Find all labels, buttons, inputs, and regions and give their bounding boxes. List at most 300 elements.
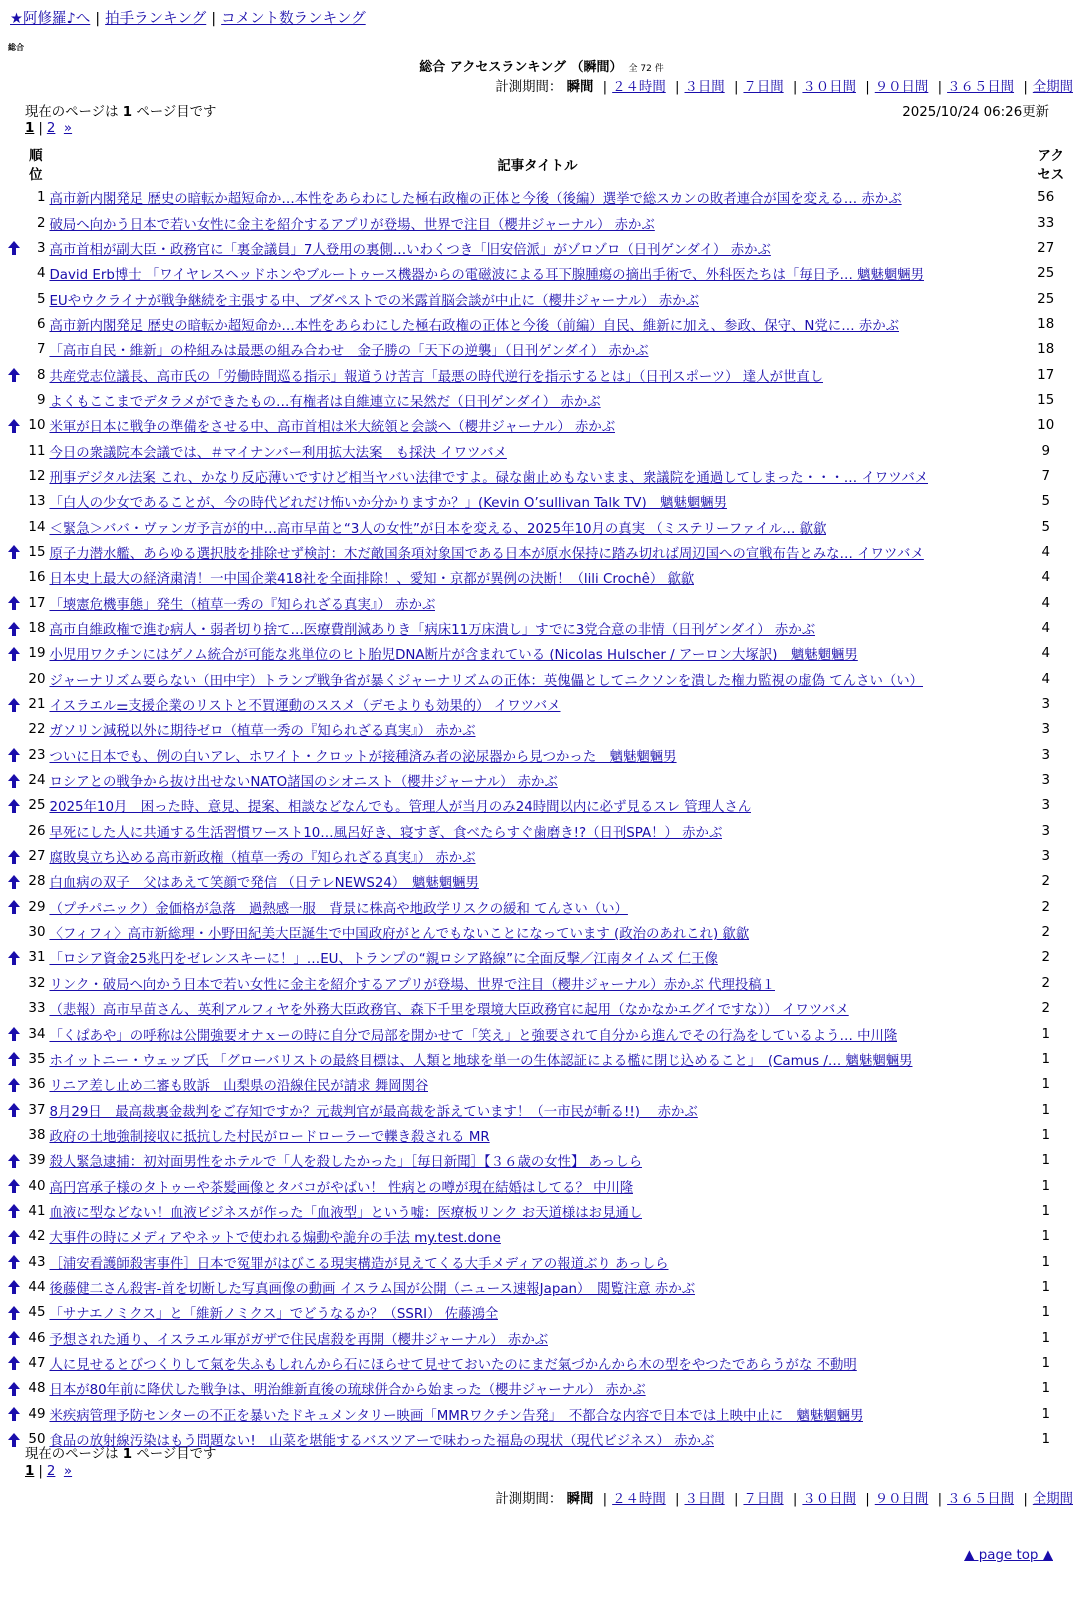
pager-next-link[interactable]: » bbox=[63, 1464, 73, 1479]
article-title-link[interactable]: 食品の放射線汚染はもう問題ない! 山菜を堪能するバスツアーで味わった福島の現状（現代ビジネス） 赤かぶ bbox=[49, 1434, 715, 1450]
article-title-link[interactable]: ジャーナリズム要らない（田中宇）トランプ戦争省が暴くジャーナリズムの正体：英傀儡としてニクソンを潰した権力監視の虚偽 てんさい（い） bbox=[49, 673, 924, 689]
rank-change-cell bbox=[6, 1123, 22, 1148]
article-title-link[interactable]: 政府の土地強制接収に抵抗した村民がロードローラーで轢き殺される MR bbox=[49, 1129, 490, 1145]
article-title-link[interactable]: ガソリン減税以外に期待ゼロ（植草一秀の『知られざる真実』） 赤かぶ bbox=[49, 724, 476, 740]
article-title-link[interactable]: ついに日本でも、例の白いアレ、ホワイト・クロットが接種済み者の泌尿器から見つかった 魑魅魍魎男 bbox=[49, 749, 677, 765]
rank-change-cell bbox=[6, 616, 22, 641]
up-arrow-icon bbox=[8, 241, 20, 255]
rank-number: 2 bbox=[36, 215, 46, 231]
access-count: 2 bbox=[1041, 874, 1050, 890]
nav-separator: | bbox=[211, 11, 217, 27]
article-title-link[interactable]: 共産党志位議長、高市氏の「労働時間巡る指示」報道うけ苦言「最悪の時代逆行を指示するとは」（日刊スポーツ） 達人が世直し bbox=[49, 369, 824, 385]
pager-page-2-link[interactable]: 2 bbox=[46, 121, 56, 136]
access-count: 18 bbox=[1037, 342, 1055, 358]
rank-number: 19 bbox=[28, 646, 46, 662]
article-title-cell bbox=[49, 945, 1025, 970]
rank-number: 43 bbox=[28, 1254, 46, 1270]
access-count: 25 bbox=[1037, 266, 1055, 282]
table-row bbox=[6, 1351, 1076, 1376]
table-row bbox=[6, 185, 1076, 210]
period-365d-link[interactable]: ３６５日間 bbox=[947, 80, 1015, 95]
rank-number: 31 bbox=[28, 950, 46, 966]
up-arrow-icon bbox=[8, 698, 20, 712]
rank-change-cell bbox=[6, 1300, 22, 1325]
rank-number: 15 bbox=[28, 544, 46, 560]
article-title-cell bbox=[49, 185, 1025, 210]
rank-change-cell bbox=[6, 844, 22, 869]
article-title-link[interactable]: ロシアとの戦争から抜け出せないNATO諸国のシオニスト（櫻井ジャーナル） 赤かぶ bbox=[49, 775, 558, 791]
period-label: 計測期間： bbox=[495, 80, 563, 95]
access-count: 4 bbox=[1041, 621, 1050, 637]
up-arrow-icon bbox=[8, 1331, 20, 1345]
table-row bbox=[6, 514, 1076, 539]
up-arrow-icon bbox=[8, 1433, 20, 1447]
access-count: 1 bbox=[1041, 1127, 1050, 1143]
article-title-link[interactable]: 「サナエノミクス」と「維新ノミクス」でどうなるか？（SSRI） 佐藤鴻全 bbox=[49, 1307, 499, 1323]
rank-number: 45 bbox=[28, 1305, 46, 1321]
article-title-cell bbox=[49, 1148, 1025, 1173]
rank-number: 42 bbox=[28, 1229, 46, 1245]
article-title-cell bbox=[49, 1072, 1025, 1097]
period-7d-link[interactable]: ７日間 bbox=[743, 1492, 784, 1507]
rank-number: 48 bbox=[28, 1381, 46, 1397]
access-count: 4 bbox=[1041, 671, 1050, 687]
rank-change-cell bbox=[6, 261, 22, 286]
rank-change-cell bbox=[6, 996, 22, 1021]
article-title-link[interactable]: ＜緊急＞ババ・ヴァンガ予言が的中…高市早苗と“3人の女性”が日本を変える、2025年10月の真実 （ミステリーファイル… 歙歙 bbox=[49, 521, 827, 537]
rank-change-cell bbox=[6, 565, 22, 590]
total-count: 全 72 件 bbox=[628, 64, 664, 74]
table-row bbox=[6, 717, 1076, 742]
period-365d-link[interactable]: ３６５日間 bbox=[947, 1492, 1015, 1507]
access-count: 33 bbox=[1037, 215, 1055, 231]
page-info-prefix: 現在のページは bbox=[25, 1447, 123, 1462]
rank-change-cell bbox=[6, 591, 22, 616]
access-count: 1 bbox=[1041, 1229, 1050, 1245]
rank-change-cell bbox=[6, 895, 22, 920]
article-title-link[interactable]: 小児用ワクチンにはゲノム統合が可能な兆単位のヒト胎児DNA断片が含まれている (Nicolas Hulscher / アーロン大塚訳) 魑魅魍魎男 bbox=[49, 648, 858, 664]
rank-column-header: 順位 bbox=[29, 149, 43, 183]
up-arrow-icon bbox=[8, 1179, 20, 1193]
article-title-link[interactable]: 2025年10月 困った時、意見、提案、相談などなんでも。管理人が当月のみ24時間以内に必ず見るスレ 管理人さん bbox=[49, 800, 752, 816]
article-title-link[interactable]: 腐敗臭立ち込める高市新政権（植草一秀の『知られざる真実』） 赤かぶ bbox=[49, 851, 476, 867]
rank-number: 32 bbox=[28, 975, 46, 991]
rank-change-cell bbox=[6, 210, 22, 235]
up-arrow-icon bbox=[8, 368, 20, 382]
rank-change-cell bbox=[6, 692, 22, 717]
rank-change-cell bbox=[6, 819, 22, 844]
article-title-cell bbox=[49, 895, 1025, 920]
article-title-link[interactable]: EUやウクライナが戦争継続を主張する中、ブダペストでの米露首脳会談が中止に（櫻井ジャーナル） 赤かぶ bbox=[49, 293, 700, 309]
rank-change-cell bbox=[6, 185, 22, 210]
article-title-link[interactable]: David Erb博士 「ワイヤレスヘッドホンやブルートゥース機器からの電磁波による耳下腺腫瘍の摘出手術で、外科医たちは「毎日予… 魑魅魍魎男 bbox=[49, 268, 925, 284]
article-title-cell bbox=[49, 1325, 1025, 1350]
rank-number: 39 bbox=[28, 1153, 46, 1169]
article-title-link[interactable]: 日本が80年前に降伏した戦争は、明治維新直後の琉球併合から始まった（櫻井ジャーナル） 赤かぶ bbox=[49, 1383, 646, 1399]
article-title-link[interactable]: 人に見せるとびつくりして氣を失ふもしれんから石にほらせて見せておいたのにまだ氣づかんから木の型をやつたであらうがな 不動明 bbox=[49, 1357, 857, 1373]
article-title-cell bbox=[49, 540, 1025, 565]
article-title-cell bbox=[49, 793, 1025, 818]
rank-number: 50 bbox=[28, 1432, 46, 1448]
article-title-cell bbox=[49, 667, 1025, 692]
table-row bbox=[6, 1148, 1076, 1173]
rank-change-cell bbox=[6, 717, 22, 742]
period-90d-link[interactable]: ９０日間 bbox=[874, 80, 929, 95]
rank-number: 44 bbox=[28, 1279, 46, 1295]
up-arrow-icon bbox=[8, 1407, 20, 1421]
pager-top: 1 | 2 » bbox=[25, 121, 73, 136]
rank-number: 16 bbox=[28, 570, 46, 586]
article-title-link[interactable]: 血液に型などない！血液ビジネスが作った「血液型」という嘘：医療板リンク お天道様はお見通し bbox=[49, 1205, 643, 1221]
period-all-link[interactable]: 全期間 bbox=[1032, 80, 1073, 95]
article-title-link[interactable]: 「くぱあや」の呼称は公開強要オナｘーの時に自分で局部を開かせて「笑え」と強要されて自分から進んでその行為をしているよう… 中川隆 bbox=[49, 1028, 898, 1044]
table-row bbox=[6, 1325, 1076, 1350]
article-title-link[interactable]: 「ロシア資金25兆円をゼレンスキーに！」…EU、トランプの“親ロシア路線”に全面反撃／江南タイムズ 仁王像 bbox=[49, 952, 718, 968]
rank-change-cell bbox=[6, 514, 22, 539]
table-row bbox=[6, 413, 1076, 438]
rank-change-cell bbox=[6, 667, 22, 692]
rank-number: 20 bbox=[28, 671, 46, 687]
rank-number: 37 bbox=[28, 1102, 46, 1118]
rank-change-cell bbox=[6, 388, 22, 413]
period-3d-link[interactable]: ３日間 bbox=[684, 1492, 725, 1507]
article-title-link[interactable]: 高市新内閣発足 歴史の暗転か超短命か…本性をあらわにした極右政権の正体と今後（前編）自民、維新に加え、参政、保守、N党に… 赤かぶ bbox=[49, 318, 900, 334]
rank-number: 13 bbox=[28, 494, 46, 510]
rank-change-cell bbox=[6, 1148, 22, 1173]
access-count: 4 bbox=[1041, 595, 1050, 611]
table-row bbox=[6, 996, 1076, 1021]
article-title-link[interactable]: 「高市自民・維新」の枠組みは最悪の組み合わせ 金子勝の「天下の逆襲」（日刊ゲンダイ） 赤かぶ bbox=[49, 344, 649, 360]
access-count: 3 bbox=[1041, 697, 1050, 713]
article-title-link[interactable]: 「壊憲危機事態」発生（植草一秀の『知られざる真実』） 赤かぶ bbox=[49, 597, 436, 613]
rank-number: 36 bbox=[28, 1077, 46, 1093]
article-title-link[interactable]: 高市自維政権で進む病人・弱者切り捨て…医療費削減ありき「病床11万床潰し」すでに3党合意の非情（日刊ゲンダイ） 赤かぶ bbox=[49, 623, 816, 639]
table-row bbox=[6, 895, 1076, 920]
article-title-cell bbox=[49, 464, 1025, 489]
table-row bbox=[6, 1021, 1076, 1046]
access-count: 4 bbox=[1041, 646, 1050, 662]
table-row bbox=[6, 489, 1076, 514]
up-arrow-icon bbox=[8, 875, 20, 889]
rank-number: 38 bbox=[28, 1127, 46, 1143]
rank-change-cell bbox=[6, 489, 22, 514]
article-title-link[interactable]: （悲報）高市早苗さん、英利アルフィヤを外務大臣政務官、森下千里を環境大臣政務官に起用（なかなかエグイですな）） イワツバメ bbox=[49, 1003, 849, 1019]
period-24h-link[interactable]: ２４時間 bbox=[612, 1492, 666, 1507]
rank-change-cell bbox=[6, 743, 22, 768]
table-row bbox=[6, 286, 1076, 311]
access-count: 18 bbox=[1037, 316, 1055, 332]
rank-number: 40 bbox=[28, 1178, 46, 1194]
access-count: 1 bbox=[1041, 1051, 1050, 1067]
page-info-suffix: ページ目です bbox=[132, 1447, 217, 1462]
table-row bbox=[6, 540, 1076, 565]
access-count: 3 bbox=[1041, 798, 1050, 814]
asyura-home-link[interactable]: ★阿修羅♪へ bbox=[10, 11, 91, 27]
table-row bbox=[6, 1047, 1076, 1072]
article-title-link[interactable]: 米疾病管理予防センターの不正を暴いたドキュメンタリー映画「MMRワクチン告発」 不都合な内容で日本では上映中止に 魑魅魍魎男 bbox=[49, 1408, 864, 1424]
article-title-cell bbox=[49, 616, 1025, 641]
access-count: 1 bbox=[1041, 1305, 1050, 1321]
period-3d-link[interactable]: ３日間 bbox=[684, 80, 725, 95]
access-count: 2 bbox=[1041, 925, 1050, 941]
article-title-link[interactable]: 刑事デジタル法案 これ、かなり反応薄いですけど相当ヤバい法律ですよ。碌な歯止めもないまま、衆議院を通過してしまった・・・… イワツバメ bbox=[49, 470, 929, 486]
table-row bbox=[6, 641, 1076, 666]
rank-change-cell bbox=[6, 1275, 22, 1300]
article-title-cell bbox=[49, 286, 1025, 311]
table-row bbox=[6, 1199, 1076, 1224]
rank-number: 9 bbox=[36, 392, 46, 408]
access-count: 1 bbox=[1041, 1254, 1050, 1270]
period-90d-link[interactable]: ９０日間 bbox=[874, 1492, 929, 1507]
nav-separator: | bbox=[95, 11, 101, 27]
article-title-cell bbox=[49, 996, 1025, 1021]
rank-change-cell bbox=[6, 971, 22, 996]
rank-change-cell bbox=[6, 920, 22, 945]
period-current: 瞬間 bbox=[566, 1492, 594, 1507]
up-arrow-icon bbox=[8, 1078, 20, 1092]
article-title-link[interactable]: 早死にした人に共通する生活習慣ワースト10…風呂好き、寝すぎ、食べたらすぐ歯磨き!?（日刊SPA！） 赤かぶ bbox=[49, 825, 723, 841]
table-row bbox=[6, 692, 1076, 717]
article-title-link[interactable]: 予想された通り、イスラエル軍がガザで住民虐殺を再開（櫻井ジャーナル） 赤かぶ bbox=[49, 1332, 549, 1348]
article-title-cell bbox=[49, 236, 1025, 261]
article-title-cell bbox=[49, 591, 1025, 616]
page-info-number: 1 bbox=[122, 1447, 133, 1462]
access-count: 1 bbox=[1041, 1153, 1050, 1169]
table-row bbox=[6, 743, 1076, 768]
access-column-header: アクセス bbox=[1037, 149, 1065, 183]
pager-current-page: 1 bbox=[25, 121, 35, 136]
article-title-cell bbox=[49, 844, 1025, 869]
table-row bbox=[6, 1402, 1076, 1427]
ranking-table bbox=[6, 147, 1076, 1452]
rank-change-cell bbox=[6, 438, 22, 463]
article-title-link[interactable]: ［浦安看護師殺害事件］日本で冤罪がはびこる現実構造が見えてくる大手メディアの報道ぶり あっしら bbox=[49, 1256, 669, 1272]
article-title-link[interactable]: （プチパニック）金価格が急落 過熱感一服 背景に株高や地政学リスクの緩和 てんさい（い） bbox=[49, 901, 628, 917]
article-title-link[interactable]: リンク・破局へ向かう日本で若い女性に金主を紹介するアプリが登場、世界で注目（櫻井ジャーナル）赤かぶ 代理投稿１ bbox=[49, 977, 776, 993]
article-title-cell bbox=[49, 1097, 1025, 1122]
table-row bbox=[6, 236, 1076, 261]
up-arrow-icon bbox=[8, 545, 20, 559]
article-title-cell bbox=[49, 210, 1025, 235]
article-title-link[interactable]: 日本史上最大の経済粛清！一中国企業418社を全面排除！、愛知・京都が異例の決断！（lili Crochê） 歙歙 bbox=[49, 572, 695, 588]
article-title-cell bbox=[49, 1173, 1025, 1198]
period-30d-link[interactable]: ３０日間 bbox=[802, 1492, 856, 1507]
rank-number: 29 bbox=[28, 899, 46, 915]
table-row bbox=[6, 768, 1076, 793]
access-count: 2 bbox=[1041, 950, 1050, 966]
page-info-number: 1 bbox=[122, 105, 133, 120]
rank-change-cell bbox=[6, 312, 22, 337]
article-title-link[interactable]: リニア差し止め二審も敗訴 山梨県の沿線住民が請求 舞岡関谷 bbox=[49, 1079, 429, 1095]
rank-number: 10 bbox=[28, 418, 46, 434]
rank-change-cell bbox=[6, 1351, 22, 1376]
table-row bbox=[6, 1376, 1076, 1401]
title-column-header: 記事タイトル bbox=[497, 158, 578, 174]
access-count: 10 bbox=[1037, 418, 1055, 434]
access-count: 3 bbox=[1041, 773, 1050, 789]
up-arrow-icon bbox=[8, 799, 20, 813]
period-7d-link[interactable]: ７日間 bbox=[743, 80, 784, 95]
up-arrow-icon bbox=[8, 1255, 20, 1269]
top-navigation bbox=[10, 9, 366, 29]
table-row bbox=[6, 1300, 1076, 1325]
pager-bottom: 1 | 2 » bbox=[25, 1464, 73, 1479]
rank-change-cell bbox=[6, 1427, 22, 1452]
rank-change-cell bbox=[6, 641, 22, 666]
table-row bbox=[6, 616, 1076, 641]
up-arrow-icon bbox=[8, 1103, 20, 1117]
page-title bbox=[0, 56, 1083, 75]
access-count: 17 bbox=[1037, 367, 1055, 383]
rank-change-cell bbox=[6, 1199, 22, 1224]
table-row bbox=[6, 312, 1076, 337]
rank-change-cell bbox=[6, 540, 22, 565]
access-count: 2 bbox=[1041, 975, 1050, 991]
article-title-link[interactable]: 8月29日 最高裁裏金裁判をご存知ですか？元裁判官が最高裁を訴えています！（一市民が斬る!!) 赤かぶ bbox=[49, 1104, 698, 1120]
article-title-link[interactable]: 後藤健二さん殺害-首を切断した写真画像の動画 イスラム国が公開（ニュース速報Japan） 閲覧注意 赤かぶ bbox=[49, 1281, 696, 1297]
pager-current-page: 1 bbox=[25, 1464, 35, 1479]
up-arrow-icon bbox=[8, 900, 20, 914]
rank-number: 33 bbox=[28, 1001, 46, 1017]
article-title-cell bbox=[49, 337, 1025, 362]
table-row bbox=[6, 362, 1076, 387]
article-title-link[interactable]: 原子力潜水艦、あらゆる選択肢を排除せず検討：木だ敵国条項対象国である日本が原水保持に踏み切れば周辺国への宣戦布告とみな… イワツバメ bbox=[49, 546, 924, 562]
access-count: 25 bbox=[1037, 291, 1055, 307]
table-row bbox=[6, 793, 1076, 818]
up-arrow-icon bbox=[8, 850, 20, 864]
period-label: 計測期間： bbox=[495, 1492, 563, 1507]
rank-change-cell bbox=[6, 236, 22, 261]
article-title-link[interactable]: 白血病の双子 父はあえて笑顔で発信 （日テレNEWS24） 魑魅魍魎男 bbox=[49, 876, 479, 892]
article-title-cell bbox=[49, 768, 1025, 793]
up-arrow-icon bbox=[8, 748, 20, 762]
article-title-cell bbox=[49, 489, 1025, 514]
pager-page-2-link[interactable]: 2 bbox=[46, 1464, 56, 1479]
article-title-cell bbox=[49, 565, 1025, 590]
up-arrow-icon bbox=[8, 622, 20, 636]
page-top-link[interactable]: ▲ page top ▲ bbox=[964, 1548, 1053, 1563]
period-all-link[interactable]: 全期間 bbox=[1032, 1492, 1073, 1507]
access-count: 2 bbox=[1041, 1001, 1050, 1017]
rank-change-cell bbox=[6, 464, 22, 489]
access-count: 3 bbox=[1041, 747, 1050, 763]
rank-change-cell bbox=[6, 1072, 22, 1097]
up-arrow-icon bbox=[8, 1230, 20, 1244]
article-title-link[interactable]: 大事件の時にメディアやネットで使われる煽動や詭弁の手法 my.test.done bbox=[49, 1231, 501, 1247]
period-30d-link[interactable]: ３０日間 bbox=[802, 80, 856, 95]
rank-number: 21 bbox=[28, 697, 46, 713]
access-count: 3 bbox=[1041, 722, 1050, 738]
up-arrow-icon bbox=[8, 1154, 20, 1168]
article-title-cell bbox=[49, 641, 1025, 666]
rank-change-cell bbox=[6, 1097, 22, 1122]
comment-ranking-link[interactable]: コメント数ランキング bbox=[221, 11, 366, 27]
up-arrow-icon bbox=[8, 1382, 20, 1396]
article-title-link[interactable]: 破局へ向かう日本で若い女性に金主を紹介するアプリが登場、世界で注目（櫻井ジャーナル） 赤かぶ bbox=[49, 217, 655, 233]
article-title-link[interactable]: 高円宮承子様のタトゥーや茶髪画像とタバコがやばい！ 性病との噂が現在結婚はしてる？ 中川隆 bbox=[49, 1180, 634, 1196]
table-row bbox=[6, 1224, 1076, 1249]
rank-change-cell bbox=[6, 945, 22, 970]
ranking-title: 総合 アクセスランキング （瞬間） bbox=[419, 60, 623, 75]
article-title-link[interactable]: イスラエル⚌支援企業のリストと不買運動のススメ（デモよりも効果的） イワツバメ bbox=[49, 699, 561, 715]
table-row bbox=[6, 1097, 1076, 1122]
article-title-link[interactable]: ホイットニー・ウェッブ氏 「グローバリストの最終目標は、人類と地球を単一の生体認証による檻に閉じ込めること」 (Camus /… 魑魅魍魎男 bbox=[49, 1053, 913, 1069]
rank-change-cell bbox=[6, 793, 22, 818]
table-row bbox=[6, 1173, 1076, 1198]
article-title-cell bbox=[49, 413, 1025, 438]
rank-number: 30 bbox=[28, 925, 46, 941]
article-title-cell bbox=[49, 869, 1025, 894]
up-arrow-icon bbox=[8, 1280, 20, 1294]
rank-number: 28 bbox=[28, 874, 46, 890]
table-row bbox=[6, 261, 1076, 286]
article-title-cell bbox=[49, 1224, 1025, 1249]
page-info-bottom bbox=[25, 1443, 216, 1462]
access-count: 15 bbox=[1037, 392, 1055, 408]
article-title-cell bbox=[49, 312, 1025, 337]
rank-number: 27 bbox=[28, 849, 46, 865]
period-current: 瞬間 bbox=[566, 80, 594, 95]
article-title-link[interactable]: 高市新内閣発足 歴史の暗転か超短命か…本性をあらわにした極右政権の正体と今後（後編）選挙で総スカンの敗者連合が国を変える… 赤かぶ bbox=[49, 192, 902, 208]
table-header-row bbox=[6, 147, 1076, 185]
up-arrow-icon bbox=[8, 1306, 20, 1320]
table-row bbox=[6, 945, 1076, 970]
access-count: 2 bbox=[1041, 899, 1050, 915]
table-row bbox=[6, 337, 1076, 362]
rank-change-cell bbox=[6, 1173, 22, 1198]
article-title-link[interactable]: 米軍が日本に戦争の準備をさせる中、高市首相は米大統領と会談へ（櫻井ジャーナル） 赤かぶ bbox=[49, 420, 616, 436]
access-count: 1 bbox=[1041, 1203, 1050, 1219]
article-title-link[interactable]: 〈フィフィ〉高市新総理・小野田紀美大臣誕生で中国政府がとんでもないことになっています (政治のあれこれ) 歙歙 bbox=[49, 927, 750, 943]
table-row bbox=[6, 844, 1076, 869]
rank-change-cell bbox=[6, 1376, 22, 1401]
table-row bbox=[6, 920, 1076, 945]
period-24h-link[interactable]: ２４時間 bbox=[612, 80, 666, 95]
table-row bbox=[6, 591, 1076, 616]
rank-number: 5 bbox=[36, 291, 46, 307]
article-title-cell bbox=[49, 1376, 1025, 1401]
access-count: 1 bbox=[1041, 1026, 1050, 1042]
rank-number: 12 bbox=[28, 468, 46, 484]
table-row bbox=[6, 388, 1076, 413]
applause-ranking-link[interactable]: 拍手ランキング bbox=[105, 11, 207, 27]
page-info-prefix: 現在のページは bbox=[25, 105, 123, 120]
access-count: 3 bbox=[1041, 849, 1050, 865]
article-title-link[interactable]: 今日の衆議院本会議では、＃マイナンバー利用拡大法案 も採決 イワツバメ bbox=[49, 445, 507, 461]
table-row bbox=[6, 1072, 1076, 1097]
article-title-cell bbox=[49, 1047, 1025, 1072]
up-arrow-icon bbox=[8, 1052, 20, 1066]
article-title-cell bbox=[49, 438, 1025, 463]
up-arrow-icon bbox=[8, 951, 20, 965]
article-title-link[interactable]: 「白人の少女であることが、今の時代どれだけ怖いか分かりますか？」(Kevin O’sullivan Talk TV) 魑魅魍魎男 bbox=[49, 496, 728, 512]
rank-change-cell bbox=[6, 286, 22, 311]
access-count: 7 bbox=[1041, 468, 1050, 484]
rank-number: 18 bbox=[28, 621, 46, 637]
article-title-link[interactable]: 殺人緊急逮捕：初対面男性をホテルで「人を殺したかった」［毎日新聞］【３６歳の女性】 あっしら bbox=[49, 1155, 643, 1171]
article-title-link[interactable]: よくもここまでデタラメができたもの…有権者は自維連立に呆然だ（日刊ゲンダイ） 赤かぶ bbox=[49, 394, 601, 410]
page-info-suffix: ページ目です bbox=[132, 105, 217, 120]
rank-number: 8 bbox=[36, 367, 46, 383]
article-title-cell bbox=[49, 1351, 1025, 1376]
article-title-cell bbox=[49, 1021, 1025, 1046]
pager-next-link[interactable]: » bbox=[63, 121, 73, 136]
table-row bbox=[6, 869, 1076, 894]
rank-change-cell bbox=[6, 869, 22, 894]
rank-change-cell bbox=[6, 337, 22, 362]
article-title-link[interactable]: 高市首相が副大臣・政務官に「裏金議員」7人登用の裏側…いわくつき「旧安倍派」がゾロゾロ（日刊ゲンダイ） 赤かぶ bbox=[49, 242, 771, 258]
rank-number: 3 bbox=[36, 240, 46, 256]
